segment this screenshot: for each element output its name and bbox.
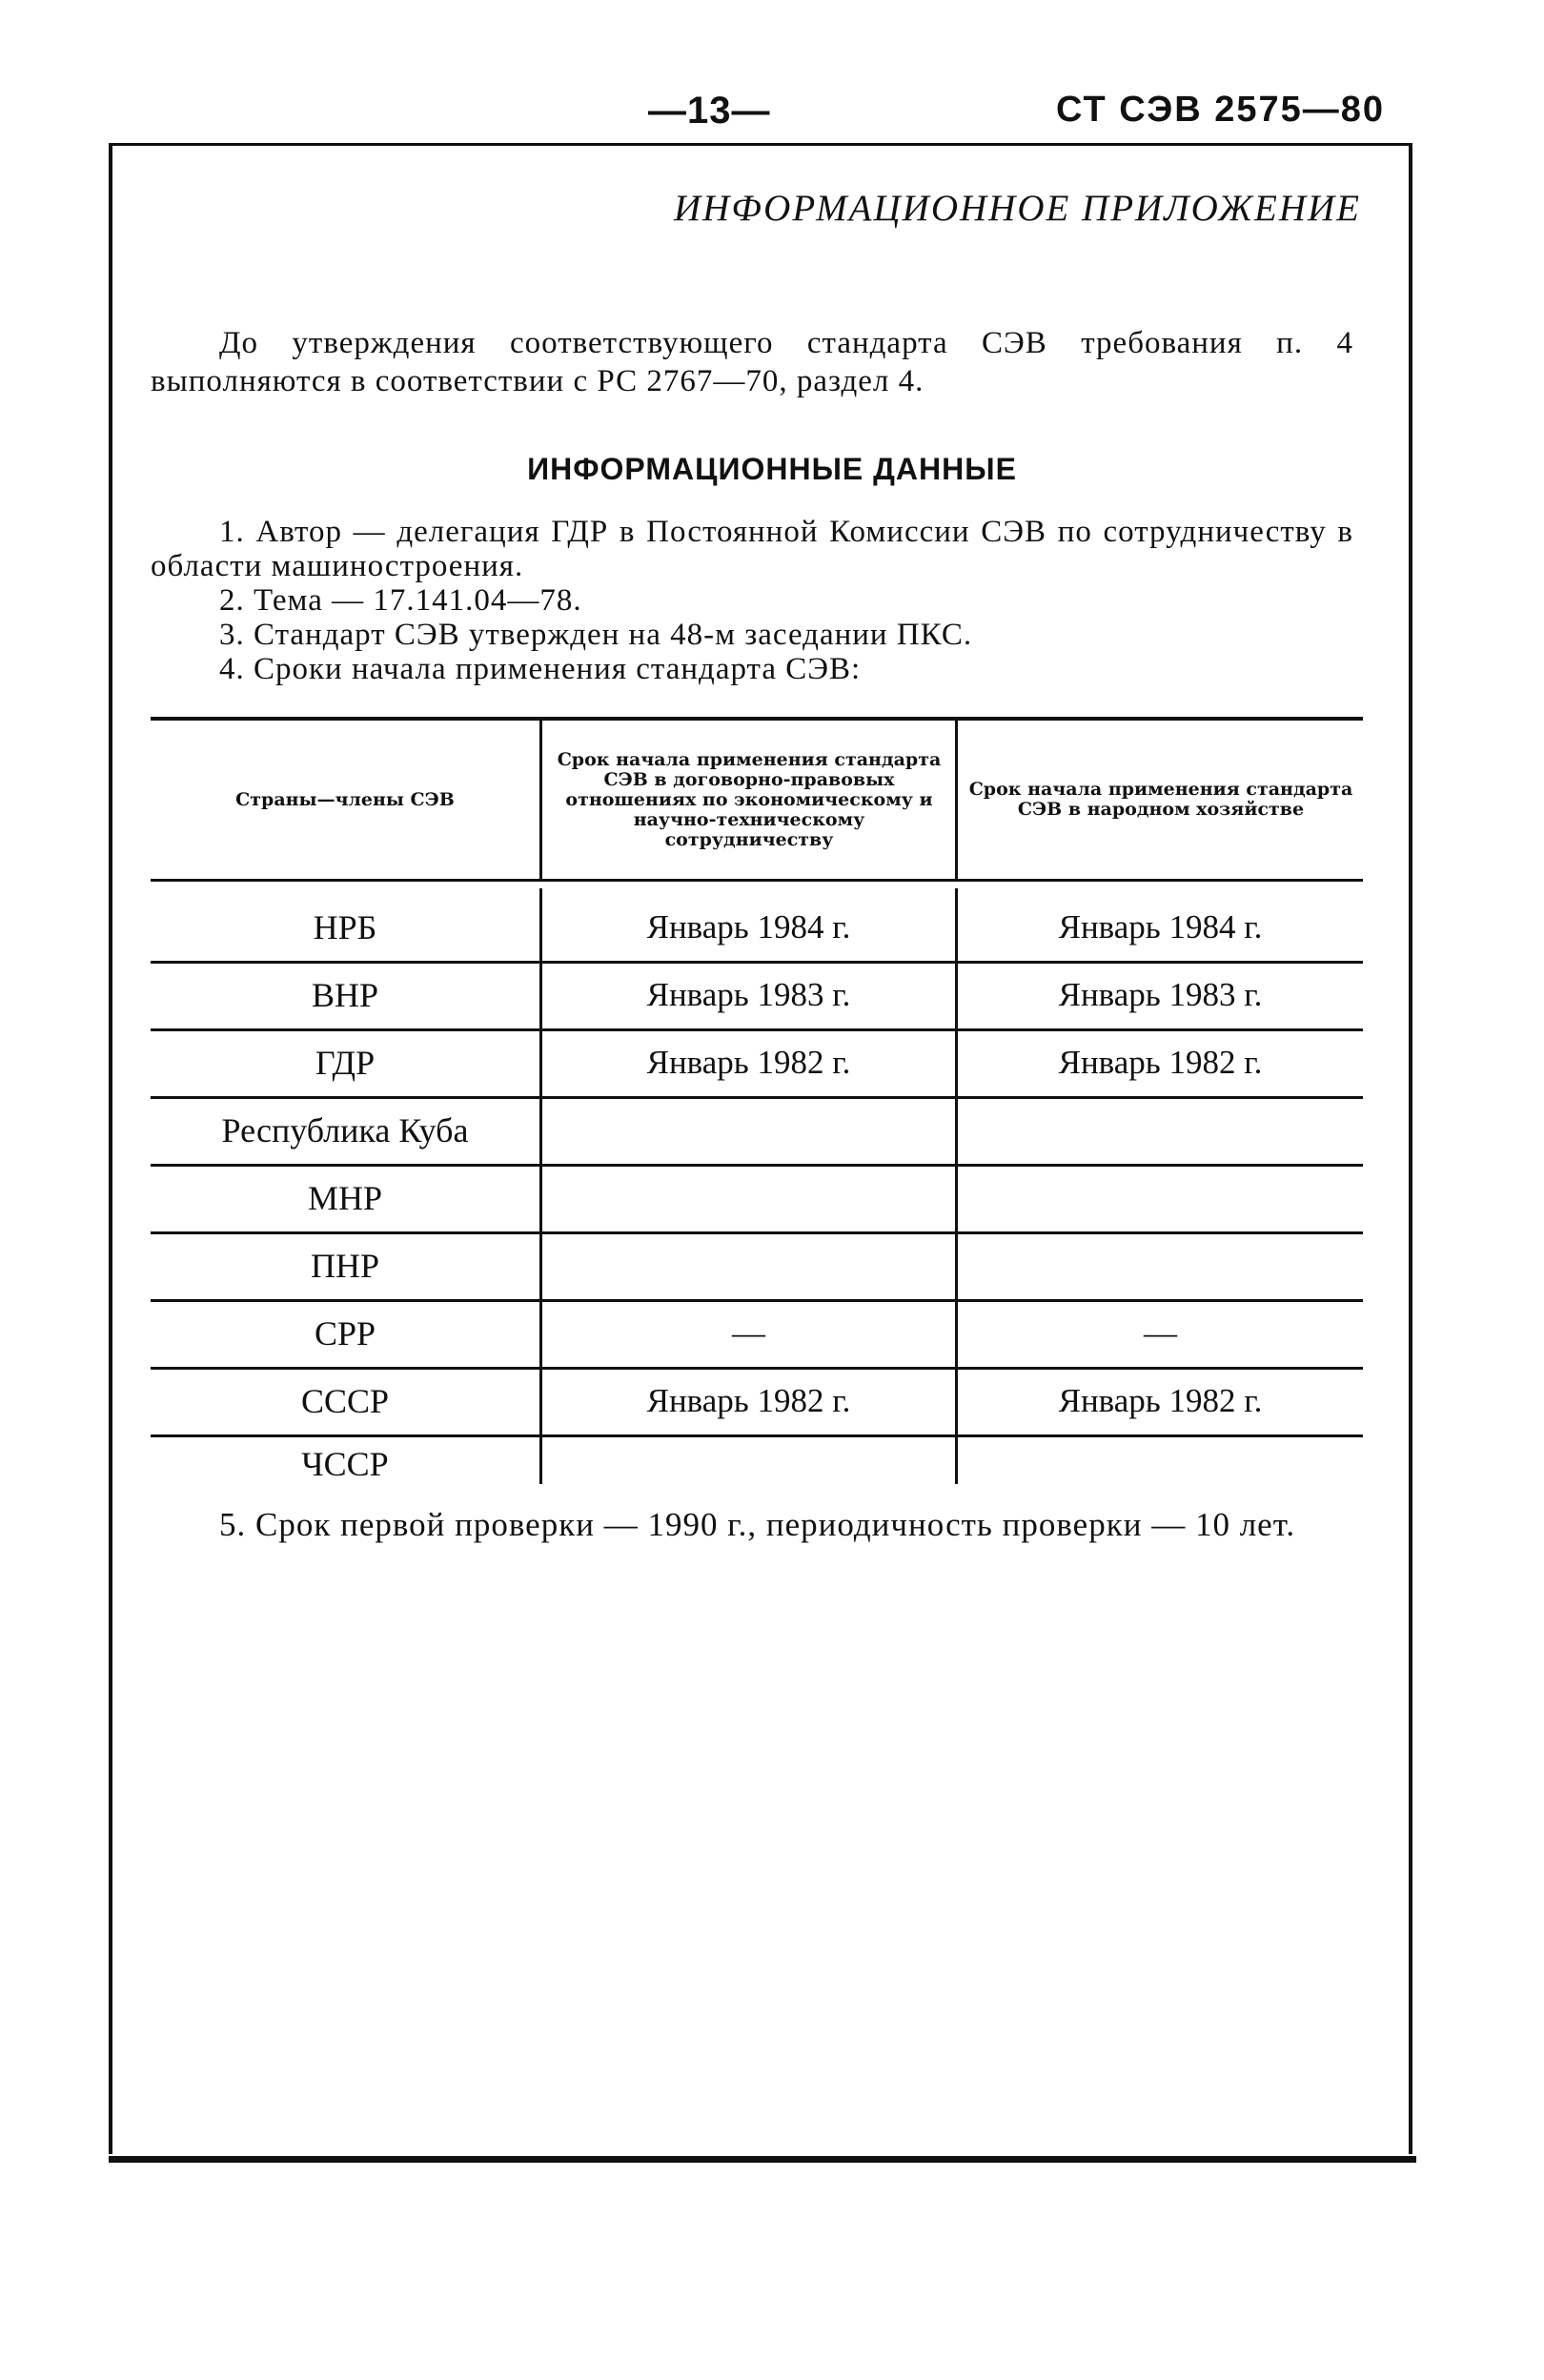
cell-economy-date: Январь 1984 г. (1058, 908, 1263, 946)
info-items (151, 515, 1353, 686)
header-countries: Страны—члены СЭВ (235, 788, 455, 810)
header-contract-date: Срок начала применения стандарта СЭВ в договорно-правовых отношениях по экономическому и научно-техническому сотрудничеству (557, 748, 942, 850)
page-number: —13— (648, 90, 771, 132)
cell-contract-date (542, 1435, 955, 1493)
dates-table (151, 717, 1363, 1484)
review-period-item: 5. Срок первой проверки — 1990 г., периодичность проверки — 10 лет. (219, 1506, 1296, 1543)
cell-economy-date (958, 1165, 1363, 1231)
intro-paragraph: До утверждения соответствующего стандарта СЭВ требования п. 4 выполняются в соответствии с РС 2767—70, раздел 4. (151, 326, 1353, 398)
frame-right (1409, 143, 1412, 2154)
frame-bottom (109, 2156, 1416, 2163)
cell-country: СССР (300, 1382, 390, 1420)
cell-economy-date: — (1144, 1314, 1177, 1352)
info-item-dates: 4. Сроки начала применения стандарта СЭВ: (219, 652, 862, 686)
cell-country: ЧССР (301, 1445, 389, 1483)
frame-top (109, 143, 1412, 146)
cell-contract-date (542, 1165, 955, 1231)
table-col-divider (539, 717, 542, 879)
cell-contract-date (542, 1097, 955, 1164)
section-title: ИНФОРМАЦИОННЫЕ ДАННЫЕ (527, 452, 1017, 486)
info-item-topic: 2. Тема — 17.141.04—78. (219, 583, 582, 618)
frame-left (109, 143, 112, 2154)
info-item-approval: 3. Стандарт СЭВ утвержден на 48-м заседании ПКС. (219, 618, 973, 652)
cell-contract-date (542, 1232, 955, 1299)
document-code: СТ СЭВ 2575—80 (1056, 90, 1386, 130)
header-economy-date: Срок начала применения стандарта СЭВ в народном хозяйстве (968, 779, 1353, 820)
cell-economy-date: Январь 1982 г. (1058, 1044, 1263, 1081)
cell-contract-date: Январь 1982 г. (646, 1044, 851, 1081)
cell-contract-date: Январь 1983 г. (646, 976, 851, 1013)
cell-country: СРР (314, 1314, 376, 1353)
cell-economy-date: Январь 1983 г. (1058, 976, 1263, 1013)
cell-country: МНР (307, 1179, 383, 1217)
cell-economy-date (958, 1097, 1363, 1164)
cell-country: ГДР (315, 1044, 376, 1082)
cell-contract-date: Январь 1982 г. (646, 1382, 851, 1419)
cell-country: Республика Куба (221, 1111, 469, 1149)
cell-economy-date (958, 1232, 1363, 1299)
cell-country: ВНР (311, 976, 379, 1014)
appendix-title: ИНФОРМАЦИОННОЕ ПРИЛОЖЕНИЕ (674, 188, 1361, 229)
table-col-divider (955, 717, 958, 879)
cell-country: НРБ (313, 908, 377, 946)
cell-country: ПНР (310, 1247, 380, 1285)
cell-economy-date (958, 1435, 1363, 1493)
table-rule-header (151, 879, 1363, 882)
cell-contract-date: Январь 1984 г. (646, 908, 851, 946)
info-item-author: 1. Автор — делегация ГДР в Постоянной Комиссии СЭВ по сотрудничеству в области машиностроения. (151, 515, 1353, 583)
cell-economy-date: Январь 1982 г. (1058, 1382, 1263, 1419)
cell-contract-date: — (732, 1314, 765, 1352)
